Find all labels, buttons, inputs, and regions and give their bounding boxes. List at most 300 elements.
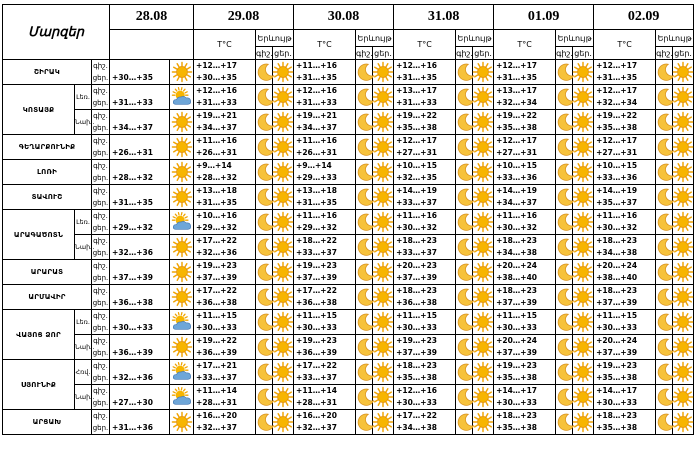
temp-cell	[494, 410, 556, 435]
night-temp: +17…+21	[196, 361, 237, 370]
date-header: 29.08	[194, 5, 294, 30]
date-header: 01.09	[494, 5, 594, 30]
night-temp: +10…+15	[396, 161, 438, 170]
moon-icon	[656, 410, 673, 435]
day-temp: +31…+35	[296, 198, 337, 207]
moon-icon	[556, 160, 573, 185]
temp-value: +36…+38	[110, 285, 170, 310]
temp-cell	[394, 385, 456, 410]
sun-icon	[170, 410, 194, 435]
sun-icon	[473, 335, 494, 360]
night-temp: +20…+24	[596, 336, 638, 345]
moon-icon	[556, 285, 573, 310]
moon-icon	[256, 85, 273, 110]
moon-icon	[656, 110, 673, 135]
night-temp: +10…+16	[196, 211, 237, 220]
moon-icon	[656, 235, 673, 260]
night-temp: +18…+23	[396, 236, 438, 245]
day-temp: +37…+39	[596, 348, 638, 357]
sun-icon	[273, 185, 294, 210]
temp-value: +30…+35	[110, 60, 170, 85]
temp-cell	[394, 135, 456, 160]
night-temp: +11…+14	[296, 386, 337, 395]
table-row	[3, 185, 694, 210]
temp-cell	[394, 185, 456, 210]
moon-icon	[456, 335, 473, 360]
date-header: 28.08	[110, 5, 194, 30]
day-label: ցեր.	[92, 224, 109, 232]
night-temp: +11…+16	[196, 136, 237, 145]
day-temp: +33…+36	[496, 173, 538, 182]
day-temp: +30…+32	[596, 223, 638, 232]
sun-icon	[273, 410, 294, 435]
moon-icon	[356, 135, 373, 160]
temp-cell	[194, 260, 256, 285]
night-label: գիշ.	[93, 312, 108, 320]
moon-icon	[256, 110, 273, 135]
night-temp: +18…+23	[396, 361, 438, 370]
night-temp: +12…+16	[396, 61, 438, 70]
day-label: ցեր.	[92, 199, 109, 207]
sun-icon	[273, 85, 294, 110]
day-temp: +35…+38	[396, 123, 438, 132]
sun-icon	[673, 110, 694, 135]
dn-labels	[92, 85, 110, 110]
sun-icon	[573, 110, 594, 135]
moon-icon	[556, 310, 573, 335]
day-temp: +28…+31	[196, 398, 237, 407]
temp-cell	[494, 360, 556, 385]
night-temp: +19…+22	[596, 111, 638, 120]
night-temp: +20…+24	[496, 336, 538, 345]
night-temp: +19…+22	[396, 111, 438, 120]
day-temp: +37…+39	[396, 348, 438, 357]
sun-icon	[373, 160, 394, 185]
sun-icon	[673, 335, 694, 360]
moon-icon	[456, 310, 473, 335]
moon-icon	[556, 210, 573, 235]
night-label: գիշ.	[93, 362, 108, 370]
night-temp: +17…+22	[296, 361, 337, 370]
day-temp: +30…+35	[196, 73, 237, 82]
night-header: գիշ.	[456, 48, 473, 58]
region-name: ԱՐԱԳԱԾՈՏՆ	[3, 210, 75, 260]
day-temp: +37…+39	[296, 273, 337, 282]
day-label: ցեր.	[92, 99, 109, 107]
temp-cell	[394, 335, 456, 360]
sun-icon	[273, 310, 294, 335]
subregion-name: Նախ.	[75, 385, 92, 410]
sun-icon	[473, 260, 494, 285]
day-label: ցեր.	[92, 74, 109, 82]
sun-icon	[273, 60, 294, 85]
day-temp: +26…+31	[296, 148, 337, 157]
night-temp: +11…+16	[296, 211, 337, 220]
sun-icon	[473, 110, 494, 135]
moon-icon	[256, 185, 273, 210]
dn-labels	[92, 110, 110, 135]
temp-cell	[394, 235, 456, 260]
sun-icon	[273, 135, 294, 160]
day-temp: +35…+37	[596, 198, 638, 207]
sun-icon	[170, 285, 194, 310]
sun-icon	[273, 160, 294, 185]
temp-cell	[194, 160, 256, 185]
day-temp: +30…+33	[396, 398, 438, 407]
temp-cell	[494, 85, 556, 110]
dn-labels	[92, 60, 110, 85]
temp-cell	[294, 410, 356, 435]
night-temp: +11…+15	[396, 311, 438, 320]
dn-labels	[92, 260, 110, 285]
moon-icon	[656, 185, 673, 210]
dn-labels	[92, 210, 110, 235]
sun-icon	[573, 235, 594, 260]
moon-icon	[556, 260, 573, 285]
temp-cell	[594, 360, 656, 385]
moon-icon	[456, 85, 473, 110]
day-temp: +30…+32	[496, 223, 538, 232]
subregion-name: Նախ.	[75, 235, 92, 260]
temp-cell	[194, 185, 256, 210]
day-label: ցեր.	[92, 324, 109, 332]
temp-cell	[494, 335, 556, 360]
temp-cell	[394, 260, 456, 285]
dn-labels	[92, 335, 110, 360]
temp-cell	[394, 210, 456, 235]
region-name: ԱՐՄԱՎԻՐ	[3, 285, 92, 310]
sun-icon	[373, 135, 394, 160]
temp-cell	[394, 310, 456, 335]
sun-icon	[273, 385, 294, 410]
temp-cell	[594, 235, 656, 260]
day-temp: +37…+39	[196, 273, 237, 282]
partly-cloudy-icon	[170, 85, 194, 110]
sun-icon	[573, 135, 594, 160]
sun-icon	[170, 185, 194, 210]
region-name: ՍՅՈՒՆԻՔ	[3, 360, 75, 410]
sun-icon	[673, 185, 694, 210]
sun-icon	[373, 285, 394, 310]
day-header: ցեր.	[374, 48, 392, 58]
sun-icon	[473, 60, 494, 85]
temp-cell	[494, 110, 556, 135]
temp-value: +32…+36	[110, 235, 170, 260]
moon-icon	[356, 235, 373, 260]
temp-cell	[594, 110, 656, 135]
day-temp: +38…+40	[596, 273, 638, 282]
sun-icon	[273, 110, 294, 135]
moon-icon	[356, 210, 373, 235]
temp-cell	[194, 110, 256, 135]
moon-icon	[456, 260, 473, 285]
table-row	[3, 160, 694, 185]
sun-icon	[473, 235, 494, 260]
temp-cell	[594, 260, 656, 285]
temp-cell	[194, 60, 256, 85]
dn-labels	[92, 385, 110, 410]
moon-icon	[556, 385, 573, 410]
day-temp: +36…+38	[396, 298, 438, 307]
temp-cell	[194, 210, 256, 235]
night-label: գիշ.	[93, 62, 108, 70]
temp-cell	[594, 210, 656, 235]
forecast-table	[2, 4, 694, 435]
day-temp: +31…+35	[496, 73, 538, 82]
sun-icon	[473, 385, 494, 410]
day-temp: +30…+33	[396, 323, 438, 332]
day-temp: +32…+34	[596, 98, 638, 107]
table-row	[3, 310, 694, 335]
moon-icon	[556, 235, 573, 260]
sun-icon	[573, 360, 594, 385]
temp-cell	[194, 285, 256, 310]
sun-icon	[373, 210, 394, 235]
sun-icon	[573, 60, 594, 85]
temp-cell	[594, 335, 656, 360]
night-temp: +13…+17	[396, 86, 438, 95]
sun-icon	[673, 410, 694, 435]
temp-cell	[294, 235, 356, 260]
sun-icon	[673, 360, 694, 385]
day-temp: +30…+33	[496, 323, 538, 332]
temp-cell	[294, 285, 356, 310]
moon-icon	[656, 210, 673, 235]
day-temp: +28…+31	[296, 398, 337, 407]
day-temp: +27…+31	[596, 148, 638, 157]
night-label: գիշ.	[93, 112, 108, 120]
night-temp: +12…+17	[396, 136, 438, 145]
moon-icon	[356, 285, 373, 310]
temp-cell	[194, 235, 256, 260]
temp-cell	[494, 60, 556, 85]
temp-value: +26…+31	[110, 135, 170, 160]
moon-icon	[356, 310, 373, 335]
sun-icon	[170, 110, 194, 135]
night-temp: +9…+14	[296, 161, 332, 170]
night-header: գիշ.	[556, 48, 573, 58]
dn-labels	[92, 410, 110, 435]
night-temp: +17…+22	[196, 236, 237, 245]
partly-cloudy-icon	[170, 385, 194, 410]
sun-icon	[373, 110, 394, 135]
day-temp: +37…+39	[496, 298, 538, 307]
temp-value: +29…+32	[110, 210, 170, 235]
day-temp: +34…+38	[496, 248, 538, 257]
sun-icon	[573, 285, 594, 310]
night-temp: +18…+23	[396, 286, 438, 295]
table-row	[3, 410, 694, 435]
sun-icon	[673, 260, 694, 285]
sun-icon	[673, 210, 694, 235]
night-label: գիշ.	[93, 237, 108, 245]
moon-icon	[656, 335, 673, 360]
temp-cell	[394, 360, 456, 385]
night-temp: +11…+16	[596, 211, 638, 220]
moon-icon	[456, 160, 473, 185]
moon-icon	[456, 410, 473, 435]
moon-icon	[256, 310, 273, 335]
moon-icon	[556, 85, 573, 110]
night-temp: +14…+17	[596, 386, 638, 395]
day-temp: +34…+37	[496, 198, 538, 207]
night-temp: +12…+16	[396, 386, 438, 395]
temp-cell	[494, 235, 556, 260]
sun-icon	[273, 335, 294, 360]
day-temp: +26…+31	[196, 148, 237, 157]
moon-icon	[556, 335, 573, 360]
sun-icon	[373, 410, 394, 435]
temp-cell	[494, 385, 556, 410]
night-label: գիշ.	[93, 337, 108, 345]
sun-icon	[673, 60, 694, 85]
day-temp: +33…+36	[596, 173, 638, 182]
subregion-name: Լեռ.	[75, 85, 92, 110]
temp-value: +34…+37	[110, 110, 170, 135]
night-temp: +19…+23	[596, 361, 638, 370]
temp-cell	[294, 85, 356, 110]
temp-cell	[594, 85, 656, 110]
day-temp: +31…+35	[296, 73, 337, 82]
temp-cell	[494, 310, 556, 335]
blank-header-cell	[110, 30, 194, 60]
day-temp: +36…+39	[196, 348, 237, 357]
sun-icon	[573, 160, 594, 185]
precip-header: Երևույթ	[256, 30, 294, 47]
region-name: ՇԻՐԱԿ	[3, 60, 92, 85]
temp-cell	[294, 110, 356, 135]
night-temp: +18…+23	[596, 286, 638, 295]
day-label: ցեր.	[92, 424, 109, 432]
sun-icon	[170, 235, 194, 260]
day-temp: +31…+33	[396, 98, 438, 107]
day-temp: +30…+33	[496, 398, 538, 407]
dn-labels	[92, 310, 110, 335]
temp-cell	[494, 160, 556, 185]
temp-cell	[194, 335, 256, 360]
sun-icon	[473, 310, 494, 335]
day-temp: +35…+38	[596, 123, 638, 132]
sun-icon	[373, 310, 394, 335]
day-temp: +30…+32	[396, 223, 438, 232]
temp-cell	[194, 385, 256, 410]
sun-icon	[573, 185, 594, 210]
date-header: 31.08	[394, 5, 494, 30]
night-temp: +9…+14	[196, 161, 232, 170]
sun-icon	[273, 285, 294, 310]
night-temp: +11…+15	[196, 311, 237, 320]
temp-cell	[594, 160, 656, 185]
moon-icon	[356, 260, 373, 285]
day-temp: +34…+38	[596, 248, 638, 257]
table-row	[3, 260, 694, 285]
temp-cell	[494, 210, 556, 235]
day-temp: +31…+35	[396, 73, 438, 82]
moon-icon	[256, 260, 273, 285]
temp-cell	[594, 410, 656, 435]
region-name: ՏԱՎՈՒՇ	[3, 185, 92, 210]
night-label: գիշ.	[93, 87, 108, 95]
temp-cell	[294, 260, 356, 285]
subregion-name: Նախ.	[75, 335, 92, 360]
day-label: ցեր.	[92, 174, 109, 182]
temp-value: +32…+36	[110, 360, 170, 385]
temp-cell	[294, 60, 356, 85]
day-label: ցեր.	[92, 124, 109, 132]
moon-icon	[256, 60, 273, 85]
night-temp: +14…+19	[496, 186, 538, 195]
sun-icon	[473, 160, 494, 185]
partly-cloudy-icon	[170, 210, 194, 235]
day-temp: +31…+33	[296, 98, 337, 107]
temp-cell	[294, 385, 356, 410]
night-temp: +19…+21	[296, 111, 337, 120]
night-temp: +18…+23	[496, 286, 538, 295]
moon-icon	[456, 210, 473, 235]
table-row	[3, 285, 694, 310]
day-temp: +28…+32	[196, 173, 237, 182]
moon-icon	[256, 135, 273, 160]
night-temp: +12…+17	[496, 61, 538, 70]
day-temp: +31…+35	[196, 198, 237, 207]
temp-cell	[494, 135, 556, 160]
day-temp: +32…+36	[196, 248, 237, 257]
table-row	[3, 235, 694, 260]
partly-cloudy-icon	[170, 310, 194, 335]
sun-icon	[473, 85, 494, 110]
temp-cell	[194, 360, 256, 385]
sun-icon	[673, 310, 694, 335]
sun-icon	[673, 285, 694, 310]
day-label: ցեր.	[92, 149, 109, 157]
moon-icon	[556, 110, 573, 135]
moon-icon	[456, 110, 473, 135]
day-temp: +35…+38	[496, 423, 538, 432]
day-temp: +33…+37	[196, 373, 237, 382]
table-row	[3, 135, 694, 160]
temp-cell	[294, 360, 356, 385]
night-label: գիշ.	[93, 162, 108, 170]
moon-icon	[456, 385, 473, 410]
precip-header: Երևույթ	[356, 30, 394, 47]
night-temp: +13…+18	[296, 186, 337, 195]
night-temp: +18…+23	[596, 411, 638, 420]
day-temp: +36…+38	[196, 298, 237, 307]
moon-icon	[456, 285, 473, 310]
temp-header: T°C	[494, 30, 556, 60]
sun-icon	[373, 360, 394, 385]
table-row	[3, 210, 694, 235]
sun-icon	[473, 410, 494, 435]
night-temp: +12…+17	[596, 136, 638, 145]
moon-icon	[656, 135, 673, 160]
sun-icon	[573, 310, 594, 335]
temp-cell	[294, 310, 356, 335]
dn-labels	[92, 135, 110, 160]
temp-cell	[394, 85, 456, 110]
temp-cell	[594, 185, 656, 210]
day-header: ցեր.	[274, 48, 292, 58]
night-temp: +20…+24	[596, 261, 638, 270]
night-temp: +20…+23	[396, 261, 438, 270]
night-temp: +12…+17	[196, 61, 237, 70]
temp-cell	[394, 410, 456, 435]
moon-icon	[356, 335, 373, 360]
night-temp: +19…+23	[296, 336, 337, 345]
moon-icon	[256, 235, 273, 260]
dn-labels	[92, 235, 110, 260]
night-temp: +12…+17	[596, 61, 638, 70]
